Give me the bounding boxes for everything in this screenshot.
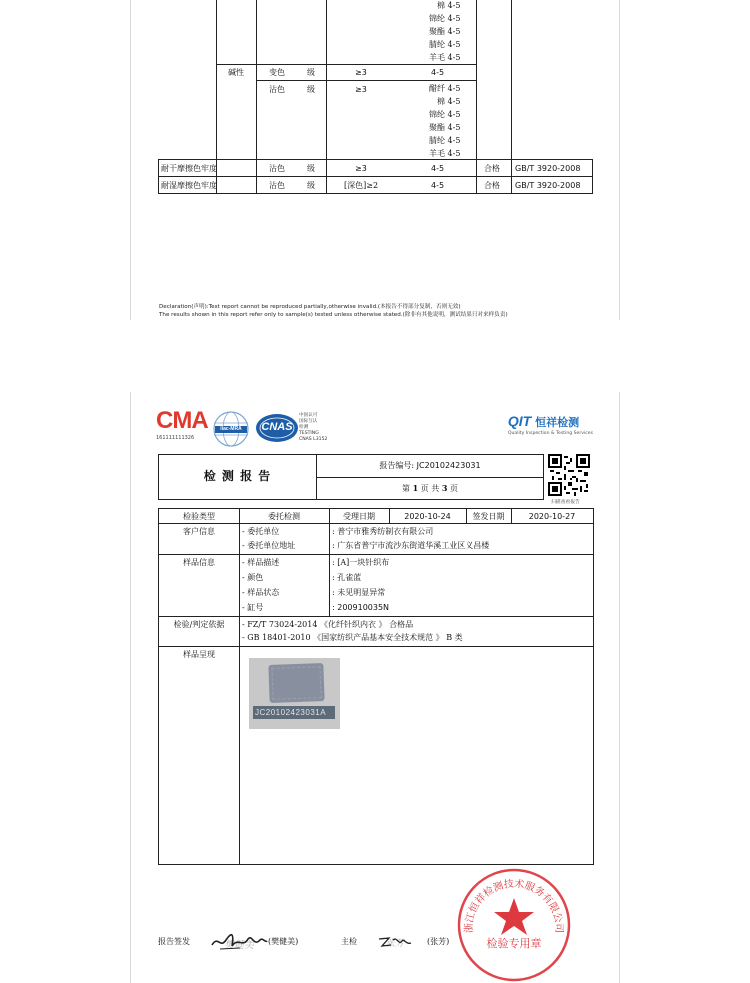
inspection-seal — [454, 865, 574, 983]
accept-date-label: 受理日期 — [343, 512, 375, 521]
cma-logo — [156, 407, 208, 443]
report-number-label: 报告编号: — [379, 461, 415, 470]
alkali-change-unit: 级 — [307, 68, 315, 77]
qr-code[interactable] — [548, 454, 590, 496]
accept-date-value: 2020-10-24 — [404, 512, 451, 521]
client-name-value: 普宁市雅秀纺制衣有限公司 — [337, 527, 434, 536]
sample-state-key: 样品状态 — [247, 588, 280, 597]
sample-photo — [249, 658, 340, 729]
grade-line: 聚酯 4-5 — [429, 123, 461, 132]
grade-line: 羊毛 4-5 — [429, 149, 461, 158]
cma-logo-text: CMA — [156, 407, 208, 434]
batch-number-key: 缸号 — [247, 603, 264, 612]
alkali-stain-item: 沾色 — [269, 85, 285, 94]
page-info-total: 3 — [441, 483, 448, 493]
dry-rub-requirement: ≥3 — [355, 164, 367, 173]
alkali-label: 碱性 — [228, 68, 244, 77]
grade-line: 醋纤 4-5 — [429, 84, 461, 93]
report-title: 检 测 报 告 — [203, 469, 272, 483]
cnas-text: CNAS — [261, 421, 293, 433]
table-border — [256, 0, 257, 193]
client-row-value: : 普宁市雅秀纺制衣有限公司 — [332, 527, 434, 536]
approver-label: 主检 — [341, 937, 357, 946]
table-border — [159, 523, 593, 524]
report-number-value: JC20102423031 — [416, 461, 481, 470]
client-row-value: : 广东省普宁市流沙东街道华溪工业区义昌楼 — [332, 541, 490, 550]
wet-rub-item: 沾色 — [269, 181, 285, 190]
declaration-line-1: Declaration(声明):Test report cannot be reproduced partially,otherwise invalid.(本报告不得部分复制，否则无效) — [159, 304, 461, 310]
cnas-small-line: CNAS L3152 — [299, 437, 328, 442]
dry-rub-standard: GB/T 3920-2008 — [515, 164, 581, 173]
wet-rub-requirement: [深色]≥2 — [344, 181, 379, 190]
table-border — [511, 0, 512, 193]
sample-row-value: : 孔雀蓝 — [332, 573, 362, 582]
signer-signature-text: 樊健美 — [224, 940, 254, 951]
table-border — [158, 176, 593, 177]
table-border — [476, 0, 477, 193]
table-border — [239, 523, 240, 864]
dry-rub-name: 耐干摩擦色牢度 — [161, 164, 217, 173]
inspection-type-label: 检验类型 — [183, 512, 215, 521]
approver-signature-text: 张芳 — [385, 939, 404, 949]
qit-brand: QIT — [507, 413, 532, 429]
approver-name: (张芳) — [427, 937, 450, 946]
grade-line: 腈纶 4-5 — [429, 136, 461, 145]
dry-rub-result: 4-5 — [431, 164, 445, 173]
grade-line: 锦纶 4-5 — [429, 14, 461, 23]
sample-row-key: - 样品描述 — [242, 558, 280, 567]
alkali-stain-requirement: ≥3 — [355, 85, 367, 94]
photo-sample-label: JC20102423031A — [253, 706, 335, 719]
client-row-key: - 委托单位 — [242, 527, 280, 536]
sample-color-key: 颜色 — [247, 573, 264, 582]
table-border — [159, 554, 593, 555]
page-info — [316, 483, 544, 494]
qit-brand-line — [508, 414, 593, 430]
cnas-small-line: 检测 — [299, 425, 309, 430]
signer-label: 报告签发 — [158, 937, 190, 946]
basis-label: 检验/判定依据 — [173, 620, 225, 629]
table-border — [158, 193, 593, 194]
upper-grade-list — [421, 0, 460, 64]
issue-date-label: 签发日期 — [472, 512, 505, 521]
table-border — [159, 646, 593, 647]
qr-code-icon — [548, 454, 590, 496]
alkali-stain-unit: 级 — [307, 85, 315, 94]
seal-icon — [454, 865, 574, 983]
batch-number-value: 200910035N — [337, 603, 390, 612]
grade-line: 锦纶 4-5 — [429, 110, 461, 119]
title-box-divider — [316, 477, 544, 478]
grade-line: 棉 4-5 — [437, 97, 461, 106]
dry-rub-unit: 级 — [307, 164, 315, 173]
sample-row-key: - 颜色 — [242, 573, 264, 582]
alkali-change-requirement: ≥3 — [355, 68, 367, 77]
table-border — [256, 80, 476, 81]
basis-standard-2: GB 18401-2010 《国家纺织产品基本安全技术规范 》 B 类 — [247, 633, 463, 642]
grade-line: 羊毛 4-5 — [429, 53, 461, 62]
sample-row-value: : 未见明显异常 — [332, 588, 386, 597]
table-border — [326, 0, 327, 193]
dry-rub-verdict: 合格 — [484, 164, 500, 173]
qit-logo — [508, 414, 593, 437]
report-page-1 — [130, 392, 620, 983]
fabric-sample-image — [268, 663, 324, 703]
alkali-stain-grades — [421, 82, 460, 160]
sample-color-value: 孔雀蓝 — [337, 573, 362, 582]
cnas-accreditation-text — [299, 413, 327, 443]
signer-name: (樊健美) — [268, 937, 299, 946]
sample-desc-value: [A]一块针织布 — [337, 558, 390, 567]
qr-note: 扫描查看报告 — [551, 500, 580, 505]
grade-line: 棉 4-5 — [437, 1, 461, 10]
signer-signature — [210, 931, 268, 957]
page-info-current: 1 — [412, 483, 419, 493]
sample-row-key: - 缸号 — [242, 603, 264, 612]
seal-bottom-text: 检验专用章 — [486, 937, 542, 950]
report-number — [316, 461, 544, 471]
svg-text:浙江恒祥检测技术服务有限公司: 浙江恒祥检测技术服务有限公司 — [463, 878, 565, 934]
ilac-mra-logo — [211, 409, 251, 449]
wet-rub-name: 耐湿摩擦色牢度 — [161, 181, 217, 190]
issue-date-value: 2020-10-27 — [528, 512, 576, 521]
alkali-change-result: 4-5 — [431, 68, 445, 77]
client-address-value: 广东省普宁市流沙东街道华溪工业区义昌楼 — [337, 541, 490, 550]
ilac-text: ilac-MRA — [220, 426, 242, 432]
table-border — [329, 554, 330, 616]
qit-name: 恒祥检测 — [535, 417, 580, 429]
sample-desc-key: 样品描述 — [247, 558, 280, 567]
cma-number: 161111111326 — [156, 435, 195, 441]
wet-rub-standard: GB/T 3920-2008 — [515, 181, 581, 190]
page-info-prefix: 第 — [402, 484, 411, 493]
dry-rub-item: 沾色 — [269, 164, 285, 173]
basis-row: - FZ/T 73024-2014 《化纤针织内衣 》 合格品 — [242, 620, 414, 629]
basis-standard-1: FZ/T 73024-2014 《化纤针织内衣 》 合格品 — [247, 620, 414, 629]
wet-rub-unit: 级 — [307, 181, 315, 190]
inspection-type-value: 委托检测 — [268, 512, 300, 521]
table-border — [159, 616, 593, 617]
alkali-change-item: 变色 — [269, 68, 285, 77]
page-info-suffix: 页 — [449, 484, 458, 493]
report-page-previous — [130, 0, 620, 320]
wet-rub-verdict: 合格 — [484, 181, 500, 190]
page-info-mid: 页 共 — [420, 484, 440, 493]
sample-row-value: : 200910035N — [332, 603, 390, 612]
table-border — [158, 159, 593, 160]
sample-row-key: - 样品状态 — [242, 588, 280, 597]
sample-state-value: 未见明显异常 — [337, 588, 386, 597]
approver-signature — [377, 934, 413, 954]
table-border — [329, 523, 330, 554]
basis-row: - GB 18401-2010 《国家纺织产品基本安全技术规范 》 B 类 — [242, 633, 463, 642]
info-table — [158, 508, 594, 865]
client-address-key: 委托单位地址 — [247, 541, 296, 550]
appearance-label: 样品呈现 — [183, 650, 215, 659]
report-title-box — [158, 454, 544, 500]
cnas-small-line: 中国认可 — [299, 413, 318, 418]
qit-tagline: Quality Inspection & Testing Services — [507, 431, 593, 436]
client-name-key: 委托单位 — [247, 527, 280, 536]
sample-row-value: : [A]一块针织布 — [332, 558, 390, 567]
grade-line: 聚酯 4-5 — [429, 27, 461, 36]
declaration-line-2: The results shown in this report refer only to sample(s) tested unless otherwise stated.(除非有其他说明，测试结果只对来样负责) — [159, 312, 508, 318]
cnas-logo — [255, 413, 299, 447]
cnas-small-line: 国际互认 — [299, 419, 318, 424]
grade-line: 腈纶 4-5 — [429, 40, 461, 49]
client-info-label: 客户信息 — [183, 527, 215, 536]
sample-info-label: 样品信息 — [183, 558, 215, 567]
wet-rub-result: 4-5 — [431, 181, 445, 190]
cnas-small-line: TESTING — [299, 431, 319, 436]
client-row-key: - 委托单位地址 — [242, 541, 296, 550]
table-border — [216, 64, 476, 65]
